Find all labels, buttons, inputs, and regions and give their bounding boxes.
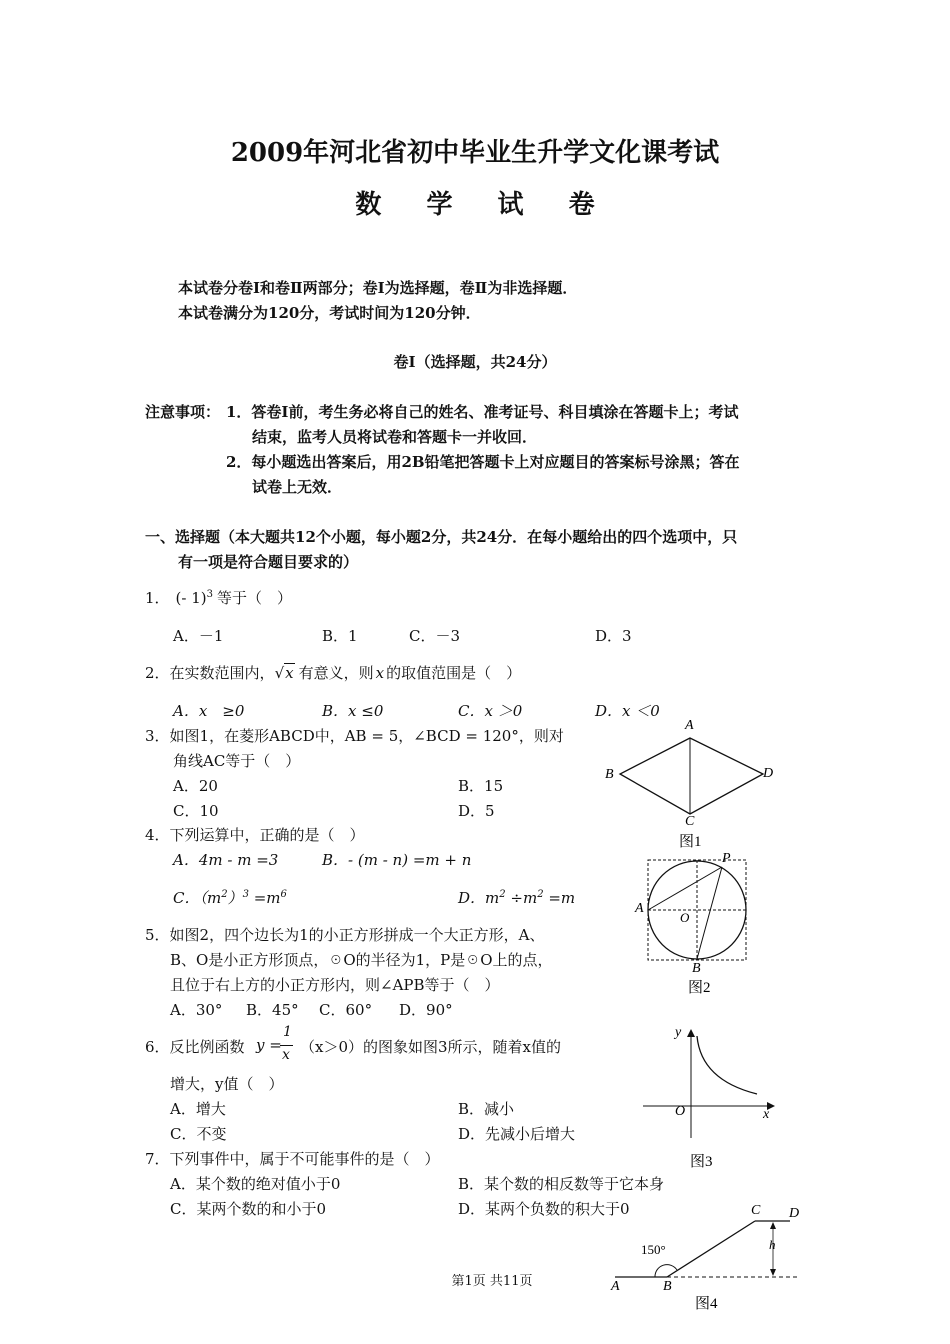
question-7 xyxy=(145,1148,440,1169)
q3-number: 3． xyxy=(145,727,170,745)
q4-c-e3: 6 xyxy=(280,889,287,900)
q7-stem: 下列事件中，属于不可能事件的是（ ） xyxy=(169,1150,440,1168)
fig2-label-a: A xyxy=(635,901,644,916)
q6-number: 6． xyxy=(145,1038,170,1056)
q4-option-d xyxy=(458,887,575,908)
fig1-label-b: B xyxy=(605,767,614,782)
slope-bc xyxy=(667,1221,755,1277)
q4-d-e1: 2 xyxy=(499,889,506,900)
q4-c-a: C．（m xyxy=(173,889,222,907)
q4-d-e2: 2 xyxy=(537,889,544,900)
section-title: 卷Ⅰ（选择题，共24分） xyxy=(393,353,557,371)
q5-option-a: A．30° xyxy=(170,1001,223,1019)
height-arrow-up-icon xyxy=(770,1222,776,1229)
q7-option-c: C．某两个数的和小于0 xyxy=(170,1200,327,1218)
q1-option-d: D．3 xyxy=(595,627,632,645)
q1-number: 1． xyxy=(145,589,170,607)
q2-option-a: A．x ≥0 xyxy=(173,702,245,720)
notice-item-2-cont: 试卷上无效． xyxy=(252,478,343,496)
intro-line-1: 本试卷分卷Ⅰ和卷Ⅱ两部分；卷Ⅰ为选择题，卷Ⅱ为非选择题． xyxy=(178,279,578,297)
q5-option-d: D．90° xyxy=(399,1001,453,1019)
q6-stem-cont: 增大，y值（ ） xyxy=(170,1075,284,1093)
q4-d-c: =m xyxy=(543,889,576,907)
fig1-caption: 图1 xyxy=(679,834,702,850)
q2-number: 2． xyxy=(145,664,170,682)
fig4-label-c: C xyxy=(751,1203,761,1218)
q2-stem-c: 的取值范围是（ ） xyxy=(386,664,522,682)
question-4 xyxy=(145,824,365,845)
q6-stem-b: （x＞0）的图象如图3所示，随着x值的 xyxy=(300,1038,562,1056)
question-1 xyxy=(145,587,292,608)
q3-option-c: C．10 xyxy=(173,802,219,820)
q5-stem-cont-1: B、O是小正方形顶点，☉O的半径为1，P是☉O上的点， xyxy=(170,951,553,969)
fig4-angle-label: 150° xyxy=(641,1242,666,1257)
fig2-caption: 图2 xyxy=(688,980,711,996)
q7-option-d: D．某两个负数的积大于0 xyxy=(458,1200,630,1218)
fig2-label-o: O xyxy=(680,910,690,925)
fig1-label-c: C xyxy=(685,814,695,829)
q4-option-b: B．- (m - n) =m + n xyxy=(322,851,472,869)
q7-option-b: B．某个数的相反数等于它本身 xyxy=(458,1175,665,1193)
q6-option-a: A．增大 xyxy=(170,1100,226,1118)
q2-stem-a: 在实数范围内， xyxy=(169,664,275,682)
q1-expr: (- 1) xyxy=(175,589,207,607)
q1-stem: 等于（ ） xyxy=(217,589,293,607)
question-5 xyxy=(145,924,544,945)
figure-2 xyxy=(630,846,760,998)
notice-item-1: 1．答卷Ⅰ前，考生务必将自己的姓名、准考证号、科目填涂在答题卡上；考试 xyxy=(226,403,739,421)
fig4-label-a: A xyxy=(611,1279,620,1294)
figure-1 xyxy=(595,712,795,857)
q4-c-c: =m xyxy=(248,889,281,907)
q4-option-a: A．4m - m =3 xyxy=(173,851,279,869)
fig4-label-b: B xyxy=(663,1279,672,1294)
q3-stem-a: 如图1，在菱形ABCD中，AB = 5，∠BCD = 120°，则对 xyxy=(169,727,564,745)
q6-y-equals: y = xyxy=(256,1036,282,1054)
q3-option-b: B．15 xyxy=(458,777,504,795)
part1-heading: 一、选择题（本大题共12个小题，每小题2分，共24分．在每小题给出的四个选项中，只 xyxy=(145,528,738,546)
fig3-label-x: x xyxy=(763,1107,770,1122)
q2-var: x xyxy=(375,664,385,682)
notice-item-2: 2．每小题选出答案后，用2B铅笔把答题卡上对应题目的答案标号涂黑；答在 xyxy=(226,453,740,471)
fig3-label-o: O xyxy=(675,1104,686,1119)
q6-option-c: C．不变 xyxy=(170,1125,227,1143)
q5-option-b: B．45° xyxy=(246,1001,299,1019)
q1-option-a: A．－1 xyxy=(173,627,224,645)
fig4-label-d: D xyxy=(789,1206,800,1221)
fig4-label-h: h xyxy=(769,1237,776,1252)
q5-stem-a: 如图2，四个边长为1的小正方形拼成一个大正方形，A、 xyxy=(169,926,545,944)
q4-number: 4． xyxy=(145,826,170,844)
q6-stem-a: 反比例函数 xyxy=(169,1038,245,1056)
q6-fraction-bar xyxy=(280,1045,293,1046)
figure-3 xyxy=(635,1020,785,1175)
q7-option-a: A．某个数的绝对值小于0 xyxy=(170,1175,341,1193)
q2-option-b: B．x ≤0 xyxy=(322,702,384,720)
notice-label: 注意事项： xyxy=(145,403,221,421)
q4-c-e2: 3 xyxy=(242,889,249,900)
q6-fraction-den: x xyxy=(282,1047,290,1063)
fig2-label-p: P xyxy=(722,851,731,866)
q5-option-c: C．60° xyxy=(319,1001,373,1019)
q4-stem: 下列运算中，正确的是（ ） xyxy=(169,826,365,844)
figure-4 xyxy=(605,1198,810,1314)
q2-option-c: C．x ＞0 xyxy=(458,702,523,720)
q2-radicand: x xyxy=(285,664,294,682)
fig1-label-a: A xyxy=(685,718,694,733)
paper-title: 2009年河北省初中毕业生升学文化课考试 xyxy=(230,138,720,168)
page-footer: 第1页 共11页 xyxy=(451,1274,533,1289)
fig3-caption: 图3 xyxy=(690,1154,713,1170)
q4-d-b: ÷m xyxy=(505,889,538,907)
q4-option-c xyxy=(173,887,287,908)
fig3-label-y: y xyxy=(675,1025,682,1040)
y-axis-arrow-icon xyxy=(687,1029,695,1037)
q4-c-e1: 2 xyxy=(221,889,228,900)
fig2-label-b: B xyxy=(692,961,701,976)
hyperbola-curve xyxy=(697,1036,757,1094)
question-3 xyxy=(145,725,564,746)
q2-radical xyxy=(275,664,295,682)
q3-option-d: D．5 xyxy=(458,802,495,820)
intro-line-2: 本试卷满分为120分，考试时间为120分钟． xyxy=(178,304,481,322)
q6-option-d: D．先减小后增大 xyxy=(458,1125,576,1143)
q5-number: 5． xyxy=(145,926,170,944)
chord-bp xyxy=(697,867,722,959)
q2-option-d: D．x ＜0 xyxy=(595,702,660,720)
rhombus-abcd xyxy=(620,738,763,814)
sqrt-icon: √ xyxy=(274,664,285,682)
q6-fraction-num: 1 xyxy=(283,1024,292,1040)
fig1-label-d: D xyxy=(763,766,774,781)
q5-stem-cont-2: 且位于右上方的小正方形内，则∠APB等于（ ） xyxy=(170,976,500,994)
q1-option-c: C．－3 xyxy=(409,627,461,645)
q7-number: 7． xyxy=(145,1150,170,1168)
q4-c-b: ） xyxy=(227,889,243,907)
question-6 xyxy=(145,1036,245,1057)
q2-stem-b: 有意义，则 xyxy=(298,664,374,682)
question-2 xyxy=(145,662,521,683)
notice-item-1-cont: 结束，监考人员将试卷和答题卡一并收回． xyxy=(252,428,538,446)
fig4-caption: 图4 xyxy=(695,1296,718,1312)
q1-option-b: B．1 xyxy=(322,627,358,645)
part1-heading-cont: 有一项是符合题目要求的） xyxy=(178,553,359,571)
q3-option-a: A．20 xyxy=(173,777,218,795)
q4-d-a: D．m xyxy=(458,889,500,907)
paper-subtitle: 数 学 试 卷 xyxy=(355,190,613,220)
q3-stem-cont: 角线AC等于（ ） xyxy=(173,752,301,770)
chord-ap xyxy=(648,867,722,910)
q1-exponent: 3 xyxy=(206,589,214,600)
q6-option-b: B．减小 xyxy=(458,1100,515,1118)
